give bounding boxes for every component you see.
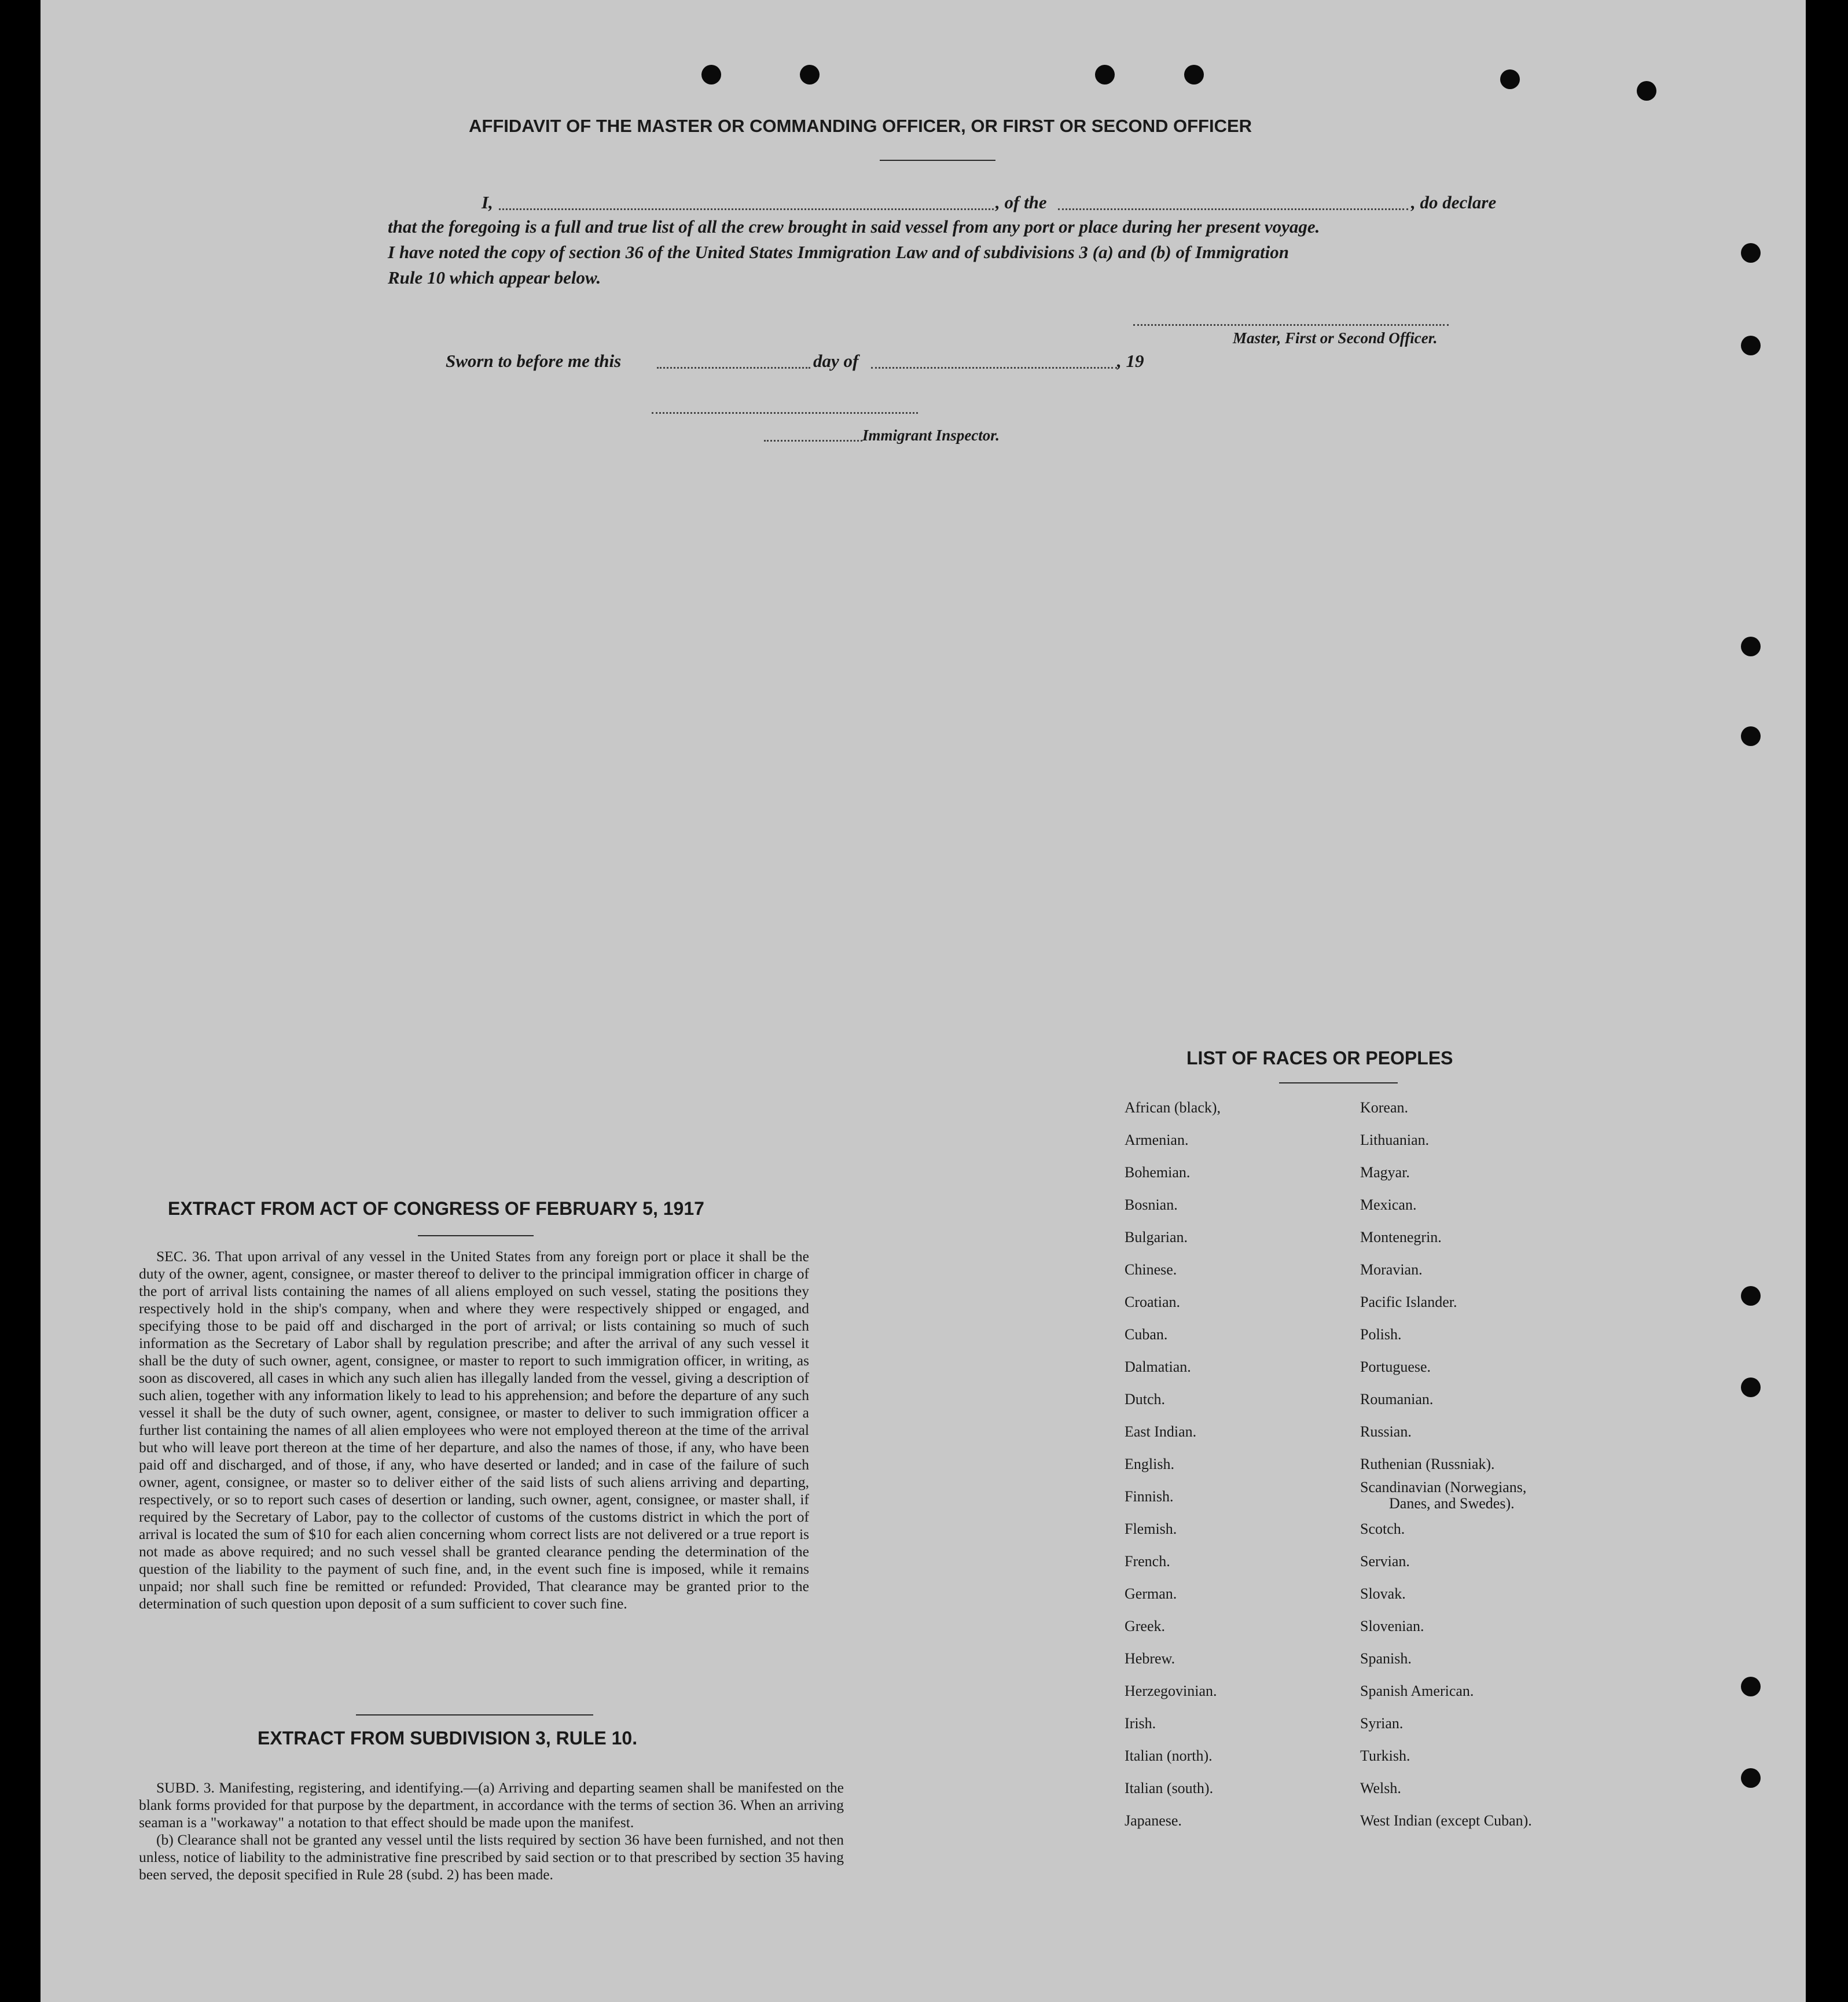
race-item: French. [1125, 1553, 1170, 1570]
title-rule [880, 160, 995, 161]
race-item: Finnish. [1125, 1488, 1174, 1505]
race-item: Italian (north). [1125, 1747, 1213, 1764]
master-signature-label: Master, First or Second Officer. [1233, 329, 1438, 347]
race-item: Spanish American. [1360, 1683, 1474, 1699]
rule-extract-body [139, 1779, 844, 1883]
vessel-blank [1058, 208, 1408, 210]
act-extract-body [139, 1248, 809, 1612]
race-item: Scandinavian (Norwegians, [1360, 1479, 1527, 1496]
punch-hole [1741, 1377, 1761, 1397]
punch-hole [1741, 637, 1761, 656]
race-item: Lithuanian. [1360, 1132, 1430, 1148]
race-item: Flemish. [1125, 1520, 1177, 1537]
inspector-label: Immigrant Inspector. [862, 427, 1000, 444]
affidavit-of-the: , of the [995, 192, 1047, 212]
race-item: Chinese. [1125, 1261, 1177, 1278]
race-item: Magyar. [1360, 1164, 1410, 1181]
inspector-signature-line [652, 412, 918, 414]
race-item: Cuban. [1125, 1326, 1168, 1343]
race-item: Slovenian. [1360, 1618, 1424, 1634]
punch-hole [1095, 65, 1115, 85]
race-item: Welsh. [1360, 1780, 1401, 1797]
act-extract-title: EXTRACT FROM ACT OF CONGRESS OF FEBRUARY 5, 1917 [168, 1198, 704, 1219]
name-blank [499, 208, 994, 210]
race-item: Russian. [1360, 1423, 1412, 1440]
affidavit-line-1 [446, 190, 1528, 215]
race-item: Armenian. [1125, 1132, 1189, 1148]
extract-separator [356, 1714, 593, 1716]
race-item: Irish. [1125, 1715, 1156, 1732]
race-item: Montenegrin. [1360, 1229, 1442, 1246]
affidavit-i: I, [482, 192, 493, 212]
race-item: East Indian. [1125, 1423, 1197, 1440]
sworn-line [446, 348, 1198, 374]
race-item: Dutch. [1125, 1391, 1166, 1408]
race-item: Greek. [1125, 1618, 1166, 1634]
race-item: Syrian. [1360, 1715, 1404, 1732]
month-blank [871, 367, 1117, 369]
race-item: Spanish. [1360, 1650, 1412, 1667]
race-item: Hebrew. [1125, 1650, 1175, 1667]
punch-hole [1184, 65, 1204, 85]
race-item: Italian (south). [1125, 1780, 1214, 1797]
affidavit-line-3: I have noted the copy of section 36 of the United States Immigration Law and of subdivisions 3 (a) and (b) of Immigration [388, 242, 1289, 262]
race-item: Herzegovinian. [1125, 1683, 1217, 1699]
punch-hole [1741, 1768, 1761, 1788]
punch-hole [701, 65, 721, 85]
race-item: Polish. [1360, 1326, 1402, 1343]
subd-3-a-text: SUBD. 3. Manifesting, registering, and identifying.—(a) Arriving and departing seamen shall be manifested on the blank forms provided for that purpose by the department, in accordance with the terms of section 36. When an arriving seaman is a "workaway" a notation to that effect should be made upon the manifest. [139, 1779, 844, 1831]
affidavit-declare: , do declare [1411, 192, 1497, 212]
race-item: Moravian. [1360, 1261, 1423, 1278]
race-item: Mexican. [1360, 1196, 1417, 1213]
punch-hole [1741, 336, 1761, 355]
punch-hole [1741, 1286, 1761, 1306]
affidavit-title: AFFIDAVIT OF THE MASTER OR COMMANDING OFFICER, OR FIRST OR SECOND OFFICER [469, 116, 1252, 136]
race-item: Ruthenian (Russniak). [1360, 1456, 1495, 1472]
race-item: Portuguese. [1360, 1358, 1431, 1375]
punch-hole [1500, 69, 1520, 89]
race-item: Bosnian. [1125, 1196, 1178, 1213]
day-blank [657, 367, 810, 369]
race-item: Danes, and Swedes). [1389, 1495, 1515, 1512]
sworn-year: , 19 [1117, 351, 1144, 371]
sworn-day-of: day of [813, 351, 859, 371]
punch-hole [800, 65, 820, 85]
race-item: Korean. [1360, 1099, 1409, 1116]
rule-extract-title: EXTRACT FROM SUBDIVISION 3, RULE 10. [258, 1728, 638, 1748]
punch-hole [1741, 726, 1761, 746]
sworn-prefix: Sworn to before me this [446, 351, 622, 371]
punch-hole [1741, 243, 1761, 263]
race-item: Slovak. [1360, 1585, 1406, 1602]
race-item: Pacific Islander. [1360, 1294, 1457, 1310]
affidavit-line-4: Rule 10 which appear below. [388, 267, 601, 288]
subd-3-b-text: (b) Clearance shall not be granted any vessel until the lists required by section 36 have been furnished, and not then unless, notice of liability to the administrative fine prescribed by said section or to that prescribed by section 35 having been served, the deposit specified in Rule 28 (subd. 2) has been made. [139, 1831, 844, 1883]
race-item: African (black), [1125, 1099, 1221, 1116]
document-page [41, 0, 1806, 2002]
race-item: English. [1125, 1456, 1174, 1472]
race-item: German. [1125, 1585, 1177, 1602]
race-item: Bohemian. [1125, 1164, 1191, 1181]
race-item: Japanese. [1125, 1812, 1182, 1829]
race-item: West Indian (except Cuban). [1360, 1812, 1532, 1829]
races-title-rule [1279, 1082, 1398, 1083]
race-item: Croatian. [1125, 1294, 1181, 1310]
races-title: LIST OF RACES OR PEOPLES [1186, 1048, 1453, 1068]
punch-hole [1741, 1677, 1761, 1696]
section-36-text: SEC. 36. That upon arrival of any vessel in the United States from any foreign port or place it shall be the duty of the owner, agent, consignee, or master thereof to deliver to the principal immigration officer in charge of the port of arrival lists containing the names of all aliens employed on such vessel, stating the positions they respectively hold in the ship's company, when and where they were respectively shipped or engaged, and specifying those to be paid off and discharged in the port of arrival; or lists containing so much of such information as the Secretary of Labor shall by regulation prescribe; and after the arrival of any such vessel it shall be the duty of such owner, agent, consignee, or master to report to such immigration officer, in writing, as soon as discovered, all cases in which any such alien has illegally landed from the vessel, giving a description of such alien, together with any information likely to lead to his apprehension; and before the departure of any such vessel it shall be the duty of such owner, agent, consignee, or master to deliver to such immigration officer a further list containing the names of all alien employees who were not employed thereon at the time of the arrival but who will leave port thereon at the time of her departure, and also the names of those, if any, who have been paid off and discharged, and of those, if any, who have deserted or landed; and in case of the failure of such owner, agent, consignee, or master so to deliver either of the said lists of such aliens arriving and departing, respectively, or so to report such cases of desertion or landing, such owner, agent, consignee, or master shall, if required by the Secretary of Labor, pay to the collector of customs of the customs district in which the port of arrival is located the sum of $10 for each alien concerning whom correct lists are not delivered or a true report is not made as above required; and no such vessel shall be granted clearance pending the determination of the question of the liability to the payment of such fine, and, in the event such fine is imposed, while it remains unpaid; nor shall such fine be remitted or refunded: Provided, That clearance may be granted prior to the determination of such question upon deposit of a sum sufficient to cover such fine. [139, 1248, 809, 1612]
act-title-rule [418, 1235, 534, 1236]
race-item: Servian. [1360, 1553, 1410, 1570]
race-item: Dalmatian. [1125, 1358, 1191, 1375]
punch-hole [1637, 81, 1656, 101]
inspector-dots [764, 440, 862, 442]
race-item: Bulgarian. [1125, 1229, 1188, 1246]
race-item: Roumanian. [1360, 1391, 1434, 1408]
race-item: Turkish. [1360, 1747, 1410, 1764]
affidavit-line-2: that the foregoing is a full and true list of all the crew brought in said vessel from any port or place during her present voyage. [388, 216, 1320, 237]
race-item: Scotch. [1360, 1520, 1405, 1537]
